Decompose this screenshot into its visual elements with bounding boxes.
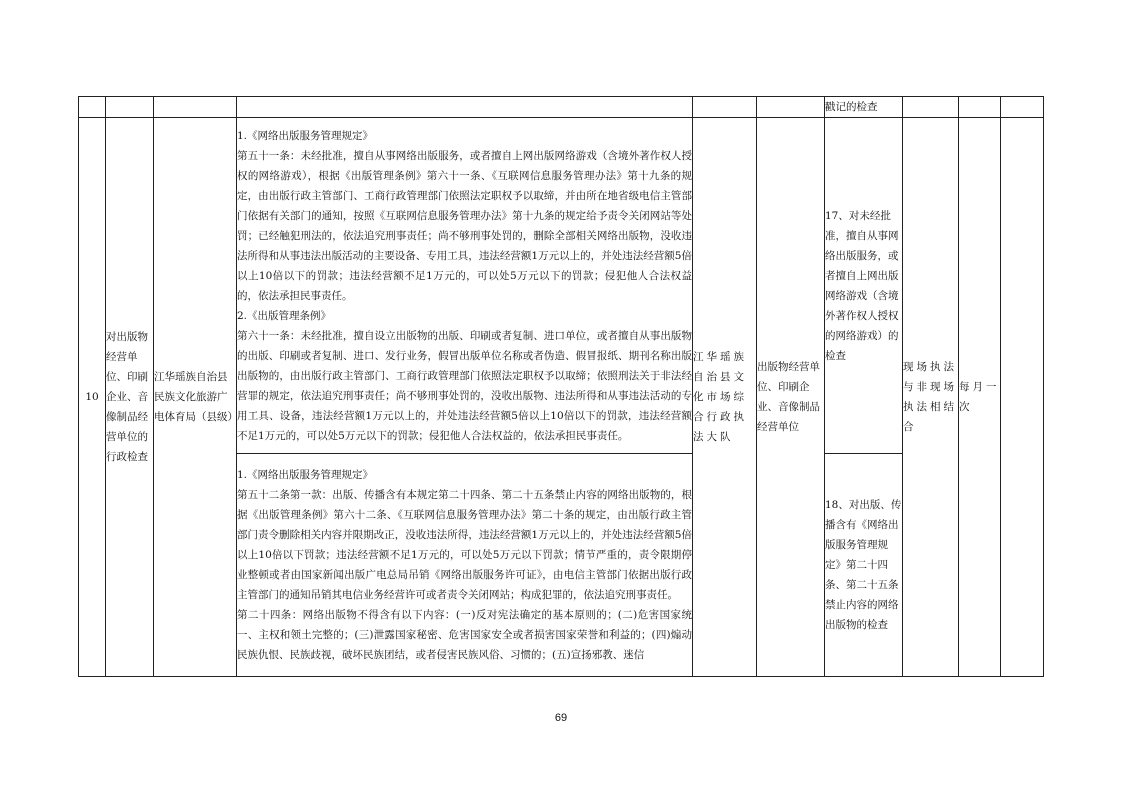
- responsible-department: 江华瑶族自治县民族文化旅游广电体育局（县级）: [154, 118, 237, 677]
- inspection-method: 现场执法与非现场执法相结合: [903, 118, 959, 677]
- check-item-tail: 戳记的检查: [825, 97, 903, 118]
- law-article: 第六十一条：未经批准，擅自设立出版物的出版、印刷或者复制、进口单位，或者擅自从事出版物的出版、印刷或者复制、进口、发行业务，假冒出版单位名称或者伪造、假冒报纸、期刊名称出版出版物的，由出版行政主管部门、工商行政管理部门依照法定职权予以取缔；依照刑法关于非法经营罪的规定，依法追究刑事责任；尚不够刑事处罚的，没收出版物、违法所得和从事违法活动的专用工具、设备，违法经营额1万元以上的，并处违法经营额5倍以上10倍以下的罚款，违法经营额不足1万元的，可以处5万元以下的罚款；侵犯他人合法权益的，依法承担民事责任。: [237, 329, 692, 442]
- cell-empty: [106, 97, 154, 118]
- inspection-frequency: 每月一次: [959, 118, 1001, 677]
- cell-empty: [757, 97, 825, 118]
- row-number: 10: [79, 118, 106, 677]
- law-title: 2.《出版管理条例》: [237, 309, 332, 322]
- cell-empty: [903, 97, 959, 118]
- inspection-target: 出版物经营单位、印刷企业、音像制品经营单位: [757, 118, 825, 677]
- inspection-table: [78, 96, 1044, 677]
- check-item-18: 18、对出版、传播含有《网络出版服务管理规定》第二十四条、第二十五条禁止内容的网络出版物的检查: [825, 454, 903, 677]
- law-title: 1.《网络出版服务管理规定》: [237, 469, 374, 481]
- cell-empty: [1001, 97, 1044, 118]
- law-title: 1.《网络出版服务管理规定》: [237, 129, 374, 142]
- cell-empty: [959, 97, 1001, 118]
- cell-empty: [79, 97, 106, 118]
- table-row-continuation: [79, 97, 1044, 118]
- cell-empty: [1001, 118, 1044, 677]
- cell-empty: [154, 97, 237, 118]
- page-number: 69: [554, 712, 568, 724]
- executing-agency: 江华瑶族自治县文化市场综合行政执法大队: [693, 118, 757, 677]
- table-row: [79, 118, 1044, 454]
- cell-empty: [693, 97, 757, 118]
- check-item-17: 17、对未经批准，擅自从事网络出版服务，或者擅自上网出版网络游戏（含境外著作权人授权的网络游戏）的检查: [825, 118, 903, 454]
- check-category: 对出版物经营单位、印刷企业、音像制品经营单位的行政检查: [106, 118, 154, 677]
- law-article: 第二十四条：网络出版物不得含有以下内容：(一)反对宪法确定的基本原则的；(二)危害国家统一、主权和领土完整的；(三)泄露国家秘密、危害国家安全或者损害国家荣誉和利益的；(四)煽动民族仇恨、民族歧视，破坏民族团结，或者侵害民族风俗、习惯的；(五)宣扬邪教、迷信: [237, 609, 692, 661]
- cell-empty: [237, 97, 693, 118]
- legal-basis-2: [237, 454, 693, 677]
- law-article: 第五十一条：未经批准，擅自从事网络出版服务，或者擅自上网出版网络游戏（含境外著作权人授权的网络游戏），根据《出版管理条例》第六十一条、《互联网信息服务管理办法》第十九条的规定，由出版行政主管部门、工商行政管理部门依照法定职权予以取缔，并由所在地省级电信主管部门依据有关部门的通知，按照《互联网信息服务管理办法》第十九条的规定给予责令关闭网站等处罚；已经触犯刑法的，依法追究刑事责任；尚不够刑事处罚的，删除全部相关网络出版物，没收违法所得和从事违法出版活动的主要设备、专用工具，违法经营额1万元以上的，并处违法经营额5倍以上10倍以下的罚款；违法经营额不足1万元的，可以处5万元以下的罚款；侵犯他人合法权益的，依法承担民事责任。: [237, 149, 692, 302]
- legal-basis-1: [237, 118, 693, 454]
- law-article: 第五十二条第一款：出版、传播含有本规定第二十四条、第二十五条禁止内容的网络出版物的，根据《出版管理条例》第六十二条、《互联网信息服务管理办法》第二十条的规定，由出版行政主管部门责令删除相关内容并限期改正，没收违法所得，违法经营额1万元以上的，并处违法经营额5倍以上10倍以下罚款；违法经营额不足1万元的，可以处5万元以下罚款；情节严重的，责令限期停业整顿或者由国家新闻出版广电总局吊销《网络出版服务许可证》，由电信主管部门依据出版行政主管部门的通知吊销其电信业务经营许可或者责令关闭网站；构成犯罪的，依法追究刑事责任。: [237, 489, 692, 601]
